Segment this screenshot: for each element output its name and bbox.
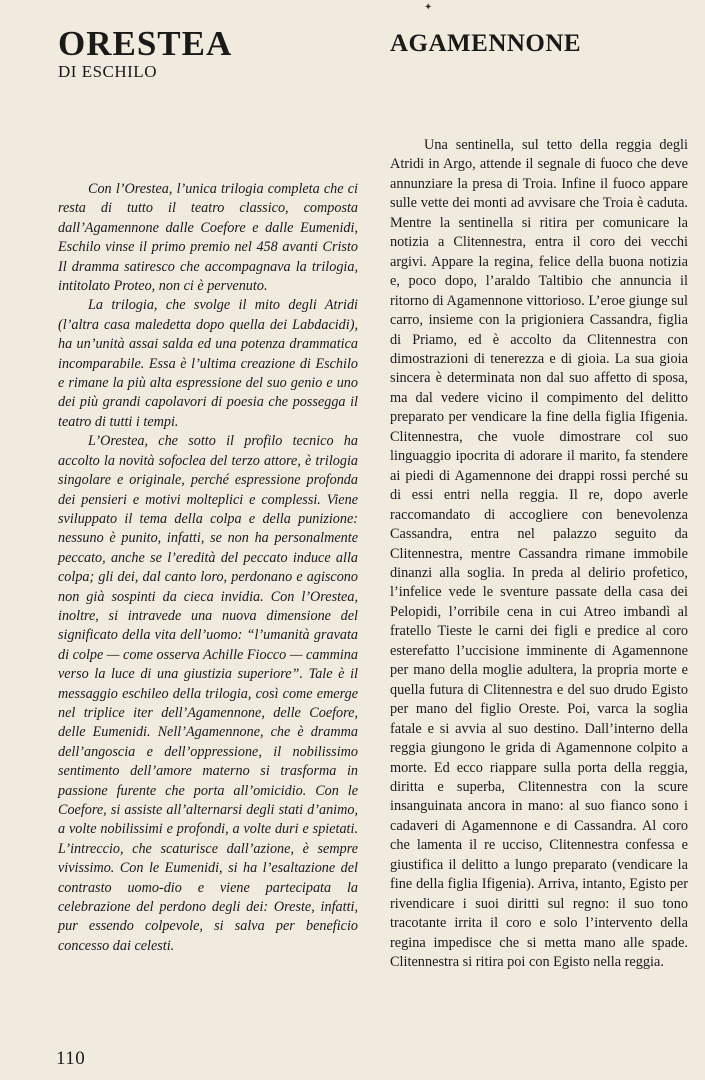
right-column (390, 30, 688, 972)
left-column (58, 24, 358, 956)
synopsis-text (390, 136, 688, 972)
intro-paragraph: La trilogia, che svolge il mito degli Atridi (l’altra casa maledetta dopo quella dei Labdacidi), ha un’unità assai salda ed una potenza drammatica incomparabile. Essa è l’ultima creazione di Eschilo e rimane la più alta espressione del suo genio e uno dei più grandi capolavori di poesia che possegga il teatro di tutti i tempi. (58, 297, 358, 430)
ornament-mark: ✦ (424, 2, 433, 13)
work-title: ORESTEA (58, 24, 233, 63)
page-number: 110 (56, 1048, 86, 1069)
introduction-text (58, 180, 358, 956)
intro-paragraph: L’Orestea, che sotto il profilo tecnico ha accolto la novità sofoclea del terzo attore, è trilogia singolare e originale, perché espressione profonda dei pensieri e motivi molteplici e complessi. Viene sviluppato il tema della colpa e della punizione: nessuno è punito, infatti, se non ha personalmente peccato, anche se l’eredità del peccato induce alla colpa; gli dei, dal canto loro, perdonano e agiscono non già sospinti da cieca invidia. Con l’Orestea, inoltre, si intravede una nuova dimensione del significato della vita dell’uomo: “l’umanità gravata di colpe — come osserva Achille Fiocco — cammina verso la luce di una giustizia superiore”. Tale è il messaggio eschileo della trilogia, così come emerge nel triplice iter dell’Agamennone, delle Coefore, delle Eumenidi. Nell’Agamennone, che è dramma dell’angoscia e dell’oppressione, il nobilissimo sentimento dell’amore materno si trasforma in passione furente che porta all’omicidio. Con le Coefore, si assiste all’alternarsi degli stati d’animo, a volte nobilissimi e profondi, a volte duri e spietati. L’intreccio, che scaturisce dall’azione, è sempre vivissimo. Con le Eumenidi, si ha l’esaltazione del contrasto uomo-dio e viene partecipata la celebrazione del perdono degli dei: Oreste, infatti, pur essendo colpevole, si salva per beneficio concesso dai celesti. (58, 433, 358, 954)
play-title: AGAMENNONE (390, 30, 582, 57)
work-author: DI ESCHILO (58, 62, 157, 81)
synopsis-paragraph: Una sentinella, sul tetto della reggia degli Atridi in Argo, attende il segnale di fuoco che deve annunziare la presa di Troia. Infine il fuoco appare sulle vette dei monti ad avvisare che Troia è caduta. Mentre la sentinella si ritira per comunicare la notizia a Clitennestra, entra il coro dei vecchi argivi. Appare la regina, felice della buona notizia e, poco dopo, l’araldo Taltibio che annuncia il ritorno di Agamennone vittorioso. L’eroe giunge sul carro, insieme con la prigioniera Cassandra, figlia di Priamo, ed è accolto da Clitennestra con dimostrazioni di tenerezza e di gioia. La sua gioia sincera è determinata non dal suo affetto di sposa, ma dal vedere vicino il compimento del delitto preparato per vendicare la fine della figlia Ifigenia. Clitennestra, che vuole dimostrare col suo linguaggio ipocrita di adorare il marito, fa stendere ai piedi di Agamennone dei drappi rossi perché su di essi entri nella reggia. Il re, dopo averle raccomandato di accogliere con benevolenza Cassandra, entra nel palazzo seguito da Clitennestra, mentre Cassandra rimane immobile dinanzi alla soglia. In preda al delirio profetico, l’infelice vede le sventure passate della casa dei Pelopidi, l’orribile cena in cui Atreo imbandì al fratello Tieste le carni dei figli e predice al coro esterefatto l’uccisione imminente di Agamennone per mano della moglie adultera, la propria morte e quella futura di Clitennestra e del suo drudo Egisto per mano del figlio Oreste. Poi, varca la soglia fatale e si avvia al suo destino. Dall’interno della reggia giungono le grida di Agamennone colpito a morte. Ed ecco riappare sulla porta della reggia, diritta e superba, Clitennestra con la scure insanguinata ancora in mano: al suo fianco sono i cadaveri di Agamennone e di Cassandra. Al coro che lamenta il re ucciso, Clitennestra confessa e giustifica il delitto a lungo preparato (vendicare la fine della figlia Ifigenia). Arriva, intanto, Egisto per rivendicare i suoi diritti sul regno: il suo tono tracotante irrita il coro e solo l’intervento della regina impedisce che si metta mano alle spade. Clitennestra si ritira poi con Egisto nella reggia. (390, 137, 688, 971)
intro-paragraph: Con l’Orestea, l’unica trilogia completa che ci resta di tutto il teatro classico, composta dall’Agamennone dalle Coefore e dalle Eumenidi, Eschilo vinse il primo premio nel 458 avanti Cristo Il dramma satiresco che accompagnava la trilogia, intitolato Proteo, non ci è pervenuto. (58, 181, 358, 295)
